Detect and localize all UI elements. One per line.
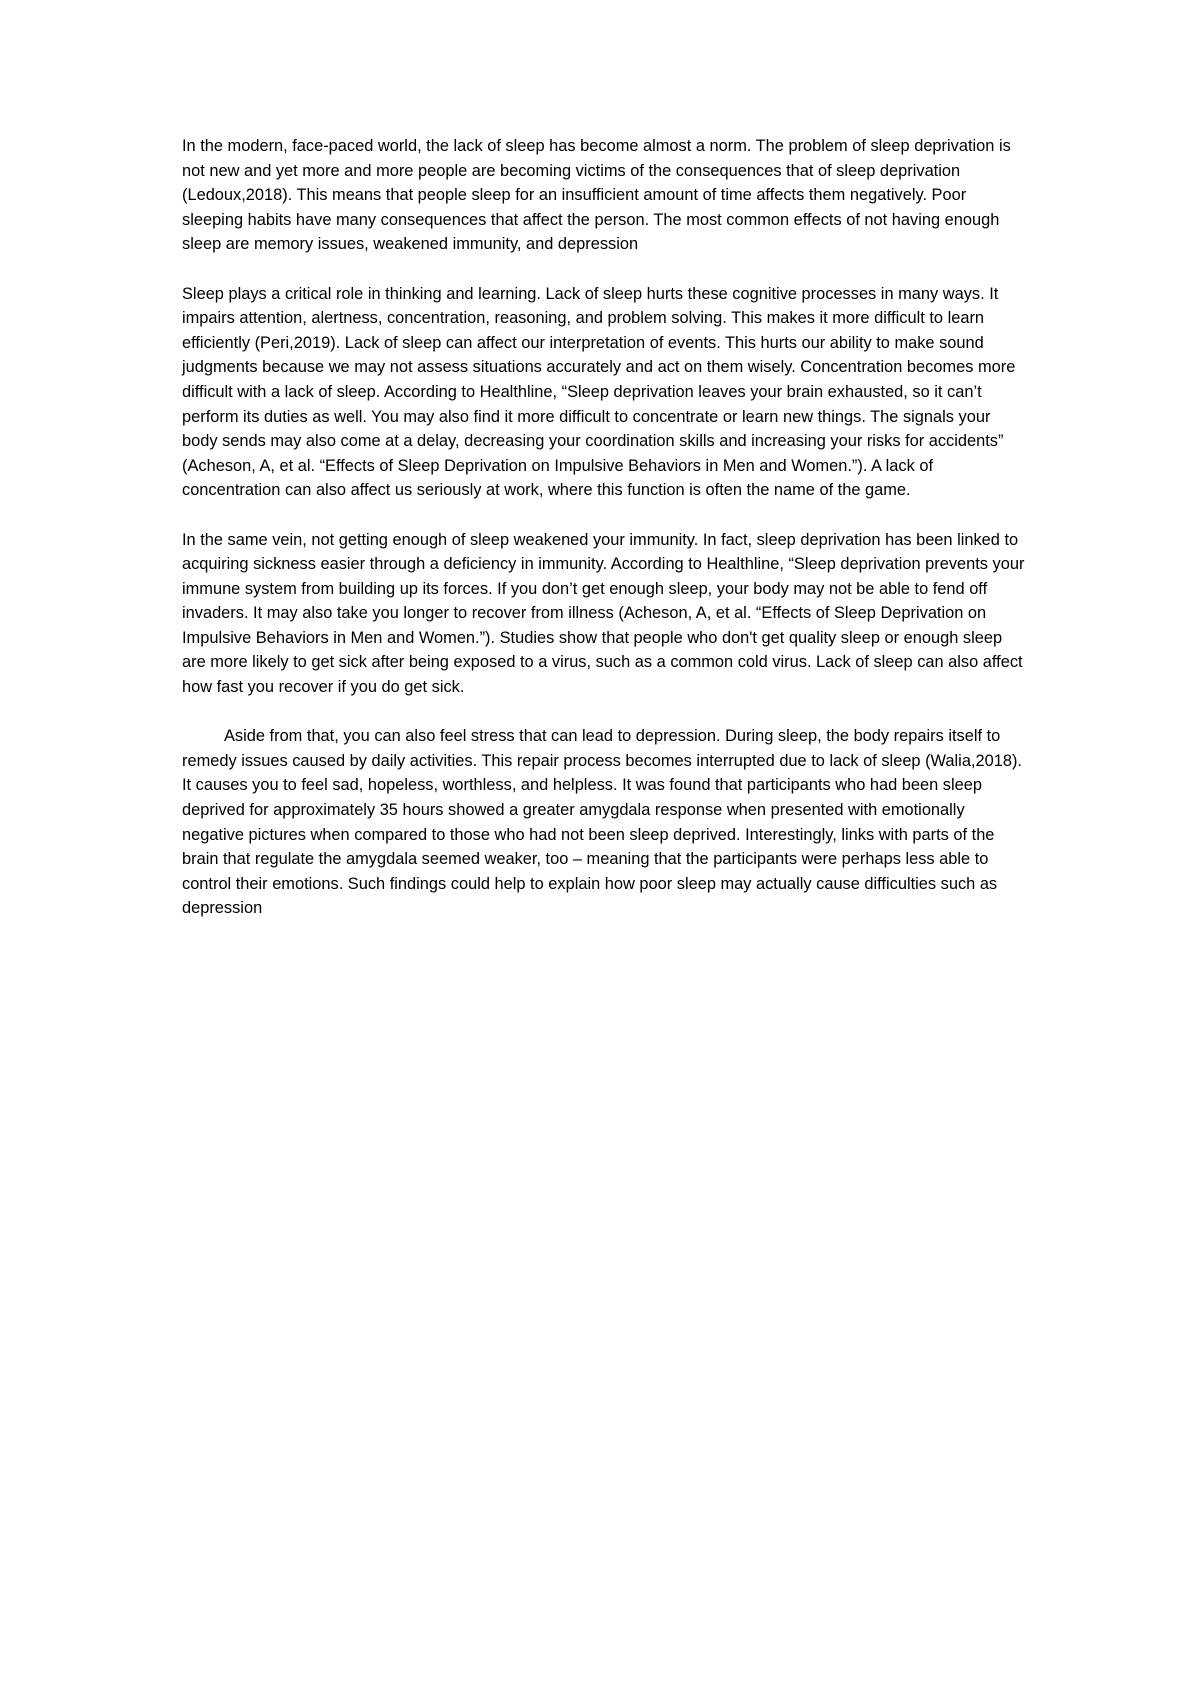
document-body (182, 134, 1027, 946)
paragraph-depression: Aside from that, you can also feel stress that can lead to depression. During sleep, the body repairs itself to remedy issues caused by daily activities. This repair process becomes interrupted due to lack of sleep (Walia,2018). It causes you to feel sad, hopeless, worthless, and helpless. It was found that participants who had been sleep deprived for approximately 35 hours showed a greater amygdala response when presented with emotionally negative pictures when compared to those who had not been sleep deprived. Interestingly, links with parts of the brain that regulate the amygdala seemed weaker, too – meaning that the participants were perhaps less able to control their emotions. Such findings could help to explain how poor sleep may actually cause difficulties such as depression (182, 727, 1022, 918)
paragraph-immunity: In the same vein, not getting enough of sleep weakened your immunity. In fact, sleep deprivation has been linked to acquiring sickness easier through a deficiency in immunity. According to Healthline, “Sleep deprivation prevents your immune system from building up its forces. If you don’t get enough sleep, your body may not be able to fend off invaders. It may also take you longer to recover from illness (Acheson, A, et al. “Effects of Sleep Deprivation on Impulsive Behaviors in Men and Women.”). Studies show that people who don't get quality sleep or enough sleep are more likely to get sick after being exposed to a virus, such as a common cold virus. Lack of sleep can also affect how fast you recover if you do get sick. (182, 530, 1025, 697)
paragraph-intro: In the modern, face-paced world, the lack of sleep has become almost a norm. The problem of sleep deprivation is not new and yet more and more people are becoming victims of the consequences that of sleep deprivation (Ledoux,2018). This means that people sleep for an insufficient amount of time affects them negatively. Poor sleeping habits have many consequences that affect the person. The most common effects of not having enough sleep are memory issues, weakened immunity, and depression (182, 137, 1011, 254)
paragraph-cognition: Sleep plays a critical role in thinking and learning. Lack of sleep hurts these cognitive processes in many ways. It impairs attention, alertness, concentration, reasoning, and problem solving. This makes it more difficult to learn efficiently (Peri,2019). Lack of sleep can affect our interpretation of events. This hurts our ability to make sound judgments because we may not assess situations accurately and act on them wisely. Concentration becomes more difficult with a lack of sleep. According to Healthline, “Sleep deprivation leaves your brain exhausted, so it can’t perform its duties as well. You may also find it more difficult to concentrate or learn new things. The signals your body sends may also come at a delay, decreasing your coordination skills and increasing your risks for accidents” (Acheson, A, et al. “Effects of Sleep Deprivation on Impulsive Behaviors in Men and Women.”). A lack of concentration can also affect us seriously at work, where this function is often the name of the game. (182, 284, 1016, 500)
